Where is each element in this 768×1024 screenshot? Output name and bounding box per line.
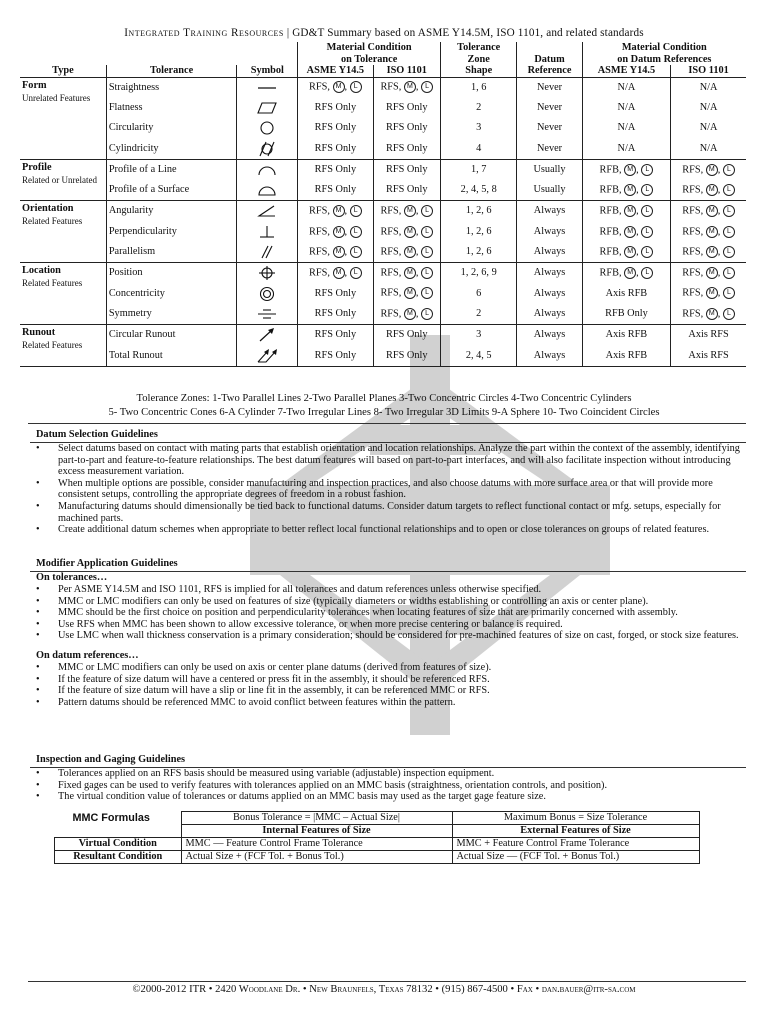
- asme-modifier: RFS Only: [298, 180, 373, 201]
- bullet-icon: •: [36, 696, 40, 708]
- mmc-modifier-icon: M: [706, 226, 718, 238]
- mmc-modifier-icon: M: [624, 184, 636, 196]
- virtual-condition-external: MMC + Feature Control Frame Tolerance: [452, 838, 699, 851]
- tolerance-name: Straightness: [106, 77, 237, 98]
- type-cell: [20, 201, 106, 263]
- mmc-modifier-icon: M: [706, 308, 718, 320]
- bullet-icon: •: [36, 595, 40, 607]
- asme-modifier: RFS, M , L: [298, 201, 373, 222]
- type-subtitle: Related or Unrelated: [22, 174, 97, 185]
- iso-ref-modifier: RFS, M , L: [671, 201, 746, 222]
- bullet-icon: •: [36, 584, 40, 595]
- bullet-item: [36, 791, 748, 803]
- lmc-modifier-icon: L: [723, 226, 735, 238]
- datum-reference: Never: [517, 118, 582, 138]
- type-subtitle: Related Features: [22, 278, 83, 289]
- datum-guidelines-title: Datum Selection Guidelines: [36, 429, 158, 440]
- external-features-header: External Features of Size: [452, 825, 699, 838]
- type-header: Type: [52, 65, 74, 76]
- asme-ref-modifier: RFB, M , L: [582, 201, 671, 222]
- symbol-cell: [237, 159, 298, 180]
- lmc-modifier-icon: L: [350, 81, 362, 93]
- iso-header: ISO 1101: [373, 65, 441, 77]
- straightness-icon: [256, 80, 278, 96]
- asme-ref-modifier: N/A: [582, 138, 671, 159]
- asme-ref-modifier: N/A: [582, 77, 671, 98]
- table-row: [20, 263, 746, 284]
- mmc-modifier-icon: M: [624, 246, 636, 258]
- tolerance-name: Cylindricity: [106, 138, 237, 159]
- iso-modifier: RFS Only: [373, 180, 441, 201]
- bullet-text: Manufacturing datums should dimensionally be tied back to functional datums. Consider datum targets to reflect functional contact or mfg. setups, especially for machined parts.: [58, 500, 721, 524]
- zone-shape: 1, 2, 6: [441, 222, 517, 242]
- subsection-title: On tolerances…: [36, 572, 108, 583]
- zone-shape: 1, 2, 6, 9: [441, 263, 517, 284]
- mc-ref-header: Material Condition on Datum References: [582, 42, 746, 65]
- lmc-modifier-icon: L: [723, 267, 735, 279]
- datum-reference: Usually: [517, 180, 582, 201]
- lmc-modifier-icon: L: [723, 246, 735, 258]
- mmc-modifier-icon: M: [333, 267, 345, 279]
- iso-ref-modifier: N/A: [671, 98, 746, 118]
- resultant-condition-label: Resultant Condition: [55, 851, 182, 864]
- cylindricity-icon: [256, 141, 278, 157]
- lmc-modifier-icon: L: [723, 184, 735, 196]
- asme-modifier: RFS Only: [298, 118, 373, 138]
- inspection-guidelines-title: Inspection and Gaging Guidelines: [36, 754, 186, 765]
- iso-ref-modifier: RFS, M , L: [671, 159, 746, 180]
- asme-ref-modifier: RFB Only: [582, 304, 671, 325]
- mmc-modifier-icon: M: [404, 287, 416, 299]
- profile-line-icon: [256, 162, 278, 178]
- mmc-formulas-title: MMC Formulas: [72, 811, 150, 824]
- zone-shape: 1, 7: [441, 159, 517, 180]
- datum-reference: Always: [517, 325, 582, 346]
- bullet-item: [36, 619, 748, 631]
- bullet-item: [36, 630, 748, 642]
- bullet-text: When multiple options are possible, consider manufacturing and inspection practices, and also choose datums with more surface area or that will provide more consistent setups, controlling the appropriate degrees of freedom in a robust fashion.: [58, 477, 713, 501]
- bullet-item: [36, 662, 748, 674]
- datum-reference: Usually: [517, 159, 582, 180]
- table-row: [20, 180, 746, 201]
- tolerance-name: Circularity: [106, 118, 237, 138]
- iso-ref-header: ISO 1101: [671, 65, 746, 77]
- asme-header: ASME Y14.5: [298, 65, 373, 77]
- datum-reference: Always: [517, 304, 582, 325]
- datum-reference: Always: [517, 345, 582, 366]
- lmc-modifier-icon: L: [641, 246, 653, 258]
- zone-shape: 2, 4, 5: [441, 345, 517, 366]
- bullet-item: [36, 607, 748, 619]
- bullet-item: [36, 524, 748, 536]
- type-subtitle: Related Features: [22, 340, 83, 351]
- symbol-cell: [237, 242, 298, 263]
- bullet-icon: •: [36, 685, 40, 697]
- virtual-condition-internal: MMC — Feature Control Frame Tolerance: [181, 838, 452, 851]
- iso-modifier: RFS, M , L: [373, 77, 441, 98]
- perpendicularity-icon: [256, 224, 278, 240]
- asme-modifier: RFS Only: [298, 345, 373, 366]
- bullet-icon: •: [36, 768, 40, 779]
- asme-ref-modifier: RFB, M , L: [582, 242, 671, 263]
- iso-modifier: RFS Only: [373, 118, 441, 138]
- asme-modifier: RFS Only: [298, 138, 373, 159]
- type-subtitle: Unrelated Features: [22, 92, 91, 103]
- symbol-header: Symbol: [237, 65, 298, 77]
- tolerance-name: Position: [106, 263, 237, 284]
- symbol-cell: [237, 325, 298, 346]
- mmc-modifier-icon: M: [706, 184, 718, 196]
- lmc-modifier-icon: L: [421, 226, 433, 238]
- table-row: [20, 304, 746, 325]
- bullet-text: MMC or LMC modifiers can only be used on axis or center plane datums (derived from features of size).: [58, 661, 492, 673]
- symbol-cell: [237, 263, 298, 284]
- inspection-guidelines-list: [36, 768, 748, 803]
- bullet-text: The virtual condition value of tolerances or datums applied on an MMC basis may used as the target gage feature size.: [58, 791, 546, 803]
- symbol-cell: [237, 138, 298, 159]
- table-row: [20, 138, 746, 159]
- datum-header: Datum Reference: [517, 42, 582, 77]
- mmc-modifier-icon: M: [624, 164, 636, 176]
- zone-shape: 6: [441, 283, 517, 303]
- table-row: [20, 242, 746, 263]
- lmc-modifier-icon: L: [350, 267, 362, 279]
- zone-shape: 2: [441, 98, 517, 118]
- mmc-modifier-icon: M: [333, 205, 345, 217]
- bullet-text: Create additional datum schemes when appropriate to better reflect local functional relationships and to open or close tolerances on groups of related features.: [58, 524, 710, 536]
- table-row: [20, 325, 746, 346]
- tolerance-name: Total Runout: [106, 345, 237, 366]
- mmc-modifier-icon: M: [706, 267, 718, 279]
- flatness-icon: [256, 100, 278, 116]
- mmc-modifier-icon: M: [706, 246, 718, 258]
- zone-shape: 2, 4, 5, 8: [441, 180, 517, 201]
- asme-modifier: RFS, M , L: [298, 77, 373, 98]
- iso-ref-modifier: RFS, M , L: [671, 283, 746, 303]
- zone-header: Tolerance Zone Shape: [441, 42, 517, 77]
- concentricity-icon: [256, 286, 278, 302]
- iso-ref-modifier: RFS, M , L: [671, 222, 746, 242]
- modifier-guidelines-title: Modifier Application Guidelines: [36, 558, 178, 569]
- iso-ref-modifier: N/A: [671, 118, 746, 138]
- brand-name: Integrated Training Resources: [124, 27, 284, 39]
- iso-ref-modifier: RFS, M , L: [671, 304, 746, 325]
- bullet-item: [36, 501, 748, 524]
- tolerance-name: Parallelism: [106, 242, 237, 263]
- circularity-icon: [256, 120, 278, 136]
- resultant-condition-internal: Actual Size + (FCF Tol. + Bonus Tol.): [181, 851, 452, 864]
- mmc-modifier-icon: M: [624, 226, 636, 238]
- symbol-cell: [237, 345, 298, 366]
- total-runout-icon: [256, 348, 278, 364]
- lmc-modifier-icon: L: [350, 226, 362, 238]
- table-row: [20, 222, 746, 242]
- zone-shape: 3: [441, 118, 517, 138]
- symmetry-icon: [256, 306, 278, 322]
- asme-modifier: RFS Only: [298, 159, 373, 180]
- iso-modifier: RFS, M , L: [373, 263, 441, 284]
- mmc-modifier-icon: M: [404, 205, 416, 217]
- tolerance-name: Profile of a Surface: [106, 180, 237, 201]
- type-cell: [20, 77, 106, 159]
- datum-reference: Never: [517, 138, 582, 159]
- bullet-item: [36, 478, 748, 501]
- symbol-cell: [237, 283, 298, 303]
- zone-shape: 1, 6: [441, 77, 517, 98]
- zone-shape: 3: [441, 325, 517, 346]
- bullet-icon: •: [36, 477, 40, 489]
- modifier-guidelines-list: [36, 572, 748, 708]
- lmc-modifier-icon: L: [421, 81, 433, 93]
- bullet-text: Pattern datums should be referenced MMC to avoid conflict between features within the pattern.: [58, 696, 456, 708]
- lmc-modifier-icon: L: [350, 246, 362, 258]
- bullet-text: If the feature of size datum will have a centered or press fit in the assembly, it should be referenced RFS.: [58, 673, 490, 685]
- mmc-modifier-icon: M: [404, 246, 416, 258]
- mmc-modifier-icon: M: [706, 287, 718, 299]
- bullet-icon: •: [36, 500, 40, 512]
- gdt-summary-table: [20, 42, 746, 367]
- bullet-icon: •: [36, 673, 40, 685]
- table-row: [20, 159, 746, 180]
- lmc-modifier-icon: L: [641, 226, 653, 238]
- iso-modifier: RFS, M , L: [373, 283, 441, 303]
- iso-ref-modifier: N/A: [671, 138, 746, 159]
- tolerance-zones-line-1: Tolerance Zones: 1-Two Parallel Lines 2-Two Parallel Planes 3-Two Concentric Circles 4-Two Concentric Cylinders: [136, 393, 632, 404]
- tolerance-name: Circular Runout: [106, 325, 237, 346]
- symbol-cell: [237, 222, 298, 242]
- type-name: Profile: [22, 161, 52, 173]
- lmc-modifier-icon: L: [641, 184, 653, 196]
- lmc-modifier-icon: L: [421, 308, 433, 320]
- bullet-text: Per ASME Y14.5M and ISO 1101, RFS is implied for all tolerances and datum references unless otherwise specified.: [58, 584, 542, 595]
- zone-shape: 1, 2, 6: [441, 242, 517, 263]
- bullet-icon: •: [36, 443, 40, 454]
- bullet-text: Fixed gages can be used to verify features with tolerances applied on an MMC basis (straightness, orientation controls, and position).: [58, 779, 608, 791]
- table-row: [20, 201, 746, 222]
- iso-ref-modifier: N/A: [671, 77, 746, 98]
- bullet-text: MMC or LMC modifiers can only be used on features of size (typically diameters or widths establishing or controlling an axis or center plane).: [58, 595, 649, 607]
- iso-ref-modifier: RFS, M , L: [671, 180, 746, 201]
- mmc-modifier-icon: M: [624, 205, 636, 217]
- lmc-modifier-icon: L: [641, 205, 653, 217]
- bullet-item: [36, 697, 748, 709]
- lmc-modifier-icon: L: [421, 287, 433, 299]
- bullet-icon: •: [36, 524, 40, 536]
- asme-ref-modifier: N/A: [582, 118, 671, 138]
- bullet-item: [36, 584, 748, 596]
- header-separator: |: [286, 27, 290, 39]
- datum-reference: Always: [517, 283, 582, 303]
- footer-divider: [28, 981, 746, 982]
- mmc-modifier-icon: M: [706, 205, 718, 217]
- lmc-modifier-icon: L: [723, 287, 735, 299]
- tolerance-zones-line-2: 5- Two Concentric Cones 6-A Cylinder 7-Two Irregular Lines 8- Two Irregular 3D Limits 9-A Sphere 10- Two Coincident Circles: [108, 407, 660, 418]
- bullet-item: [36, 674, 748, 686]
- asme-ref-header: ASME Y14.5: [582, 65, 671, 77]
- iso-modifier: RFS Only: [373, 159, 441, 180]
- asme-ref-modifier: RFB, M , L: [582, 159, 671, 180]
- asme-ref-modifier: RFB, M , L: [582, 180, 671, 201]
- table-row: [20, 345, 746, 366]
- angularity-icon: [256, 203, 278, 219]
- type-name: Form: [22, 79, 47, 91]
- iso-modifier: RFS, M , L: [373, 222, 441, 242]
- mmc-modifier-icon: M: [333, 226, 345, 238]
- asme-modifier: RFS Only: [298, 325, 373, 346]
- iso-ref-modifier: RFS, M , L: [671, 242, 746, 263]
- lmc-modifier-icon: L: [641, 267, 653, 279]
- tolerance-name: Flatness: [106, 98, 237, 118]
- bullet-icon: •: [36, 630, 40, 642]
- mmc-modifier-icon: M: [404, 308, 416, 320]
- circular-runout-icon: [256, 327, 278, 343]
- symbol-cell: [237, 201, 298, 222]
- tolerance-name: Concentricity: [106, 283, 237, 303]
- lmc-modifier-icon: L: [421, 246, 433, 258]
- tolerance-name: Profile of a Line: [106, 159, 237, 180]
- bonus-tolerance-formula: Bonus Tolerance = |MMC – Actual Size|: [181, 812, 452, 825]
- lmc-modifier-icon: L: [723, 205, 735, 217]
- bullet-item: [36, 768, 748, 780]
- resultant-condition-external: Actual Size — (FCF Tol. + Bonus Tol.): [452, 851, 699, 864]
- iso-ref-modifier: Axis RFS: [671, 325, 746, 346]
- mmc-modifier-icon: M: [333, 246, 345, 258]
- bullet-item: [36, 443, 748, 478]
- page-header: [0, 27, 768, 39]
- type-subtitle: Related Features: [22, 216, 83, 227]
- symbol-cell: [237, 118, 298, 138]
- symbol-cell: [237, 304, 298, 325]
- bullet-text: If the feature of size datum will have a slip or line fit in the assembly, it can be referenced MMC or RFS.: [58, 685, 490, 697]
- tolerance-header: Tolerance: [106, 65, 237, 77]
- mmc-modifier-icon: M: [624, 267, 636, 279]
- asme-ref-modifier: RFB, M , L: [582, 222, 671, 242]
- datum-reference: Always: [517, 263, 582, 284]
- bullet-item: [36, 780, 748, 792]
- type-name: Location: [22, 265, 61, 277]
- tolerance-name: Perpendicularity: [106, 222, 237, 242]
- lmc-modifier-icon: L: [421, 267, 433, 279]
- internal-features-header: Internal Features of Size: [181, 825, 452, 838]
- asme-modifier: RFS, M , L: [298, 263, 373, 284]
- bullet-text: MMC should be the first choice on position and perpendicularity tolerances when locating features of size that are primarily concerned with assembly.: [58, 607, 678, 619]
- lmc-modifier-icon: L: [421, 205, 433, 217]
- bullet-item: [36, 596, 748, 608]
- tolerance-name: Symmetry: [106, 304, 237, 325]
- asme-modifier: RFS, M , L: [298, 242, 373, 263]
- type-cell: [20, 325, 106, 367]
- bullet-text: Use LMC when wall thickness conservation is a primary consideration; should be considered for pre-machined features of size on cast, forged, or stock size features.: [58, 630, 739, 642]
- iso-modifier: RFS, M , L: [373, 201, 441, 222]
- mmc-modifier-icon: M: [404, 226, 416, 238]
- page-footer: ©2000-2012 ITR • 2420 Woodlane Dr. • New Braunfels, Texas 78132 • (915) 867-4500 • Fax • dan.bauer@itr-sa.com: [132, 984, 636, 995]
- mmc-modifier-icon: M: [333, 81, 345, 93]
- datum-reference: Never: [517, 77, 582, 98]
- asme-ref-modifier: RFB, M , L: [582, 263, 671, 284]
- bullet-item: [36, 685, 748, 697]
- lmc-modifier-icon: L: [723, 164, 735, 176]
- mmc-modifier-icon: M: [706, 164, 718, 176]
- bullet-text: Tolerances applied on an RFS basis should be measured using variable (adjustable) inspection equipment.: [58, 768, 495, 779]
- zone-shape: 2: [441, 304, 517, 325]
- table-row: [20, 118, 746, 138]
- symbol-cell: [237, 98, 298, 118]
- datum-reference: Always: [517, 242, 582, 263]
- position-icon: [256, 265, 278, 281]
- iso-ref-modifier: RFS, M , L: [671, 263, 746, 284]
- bullet-icon: •: [36, 661, 40, 673]
- iso-modifier: RFS Only: [373, 138, 441, 159]
- iso-ref-modifier: Axis RFS: [671, 345, 746, 366]
- zone-shape: 1, 2, 6: [441, 201, 517, 222]
- mc-tolerance-header: Material Condition on Tolerance: [298, 42, 441, 65]
- table-row: [20, 283, 746, 303]
- symbol-cell: [237, 180, 298, 201]
- asme-modifier: RFS Only: [298, 283, 373, 303]
- asme-ref-modifier: Axis RFB: [582, 345, 671, 366]
- subsection-title: On datum references…: [36, 649, 139, 661]
- datum-guidelines-list: [36, 443, 748, 536]
- iso-modifier: RFS Only: [373, 98, 441, 118]
- datum-reference: Always: [517, 201, 582, 222]
- datum-reference: Never: [517, 98, 582, 118]
- iso-modifier: RFS Only: [373, 325, 441, 346]
- asme-modifier: RFS, M , L: [298, 222, 373, 242]
- lmc-modifier-icon: L: [723, 308, 735, 320]
- iso-modifier: RFS, M , L: [373, 242, 441, 263]
- lmc-modifier-icon: L: [641, 164, 653, 176]
- iso-modifier: RFS, M , L: [373, 304, 441, 325]
- mmc-formulas-table: [54, 811, 700, 864]
- parallelism-icon: [256, 244, 278, 260]
- tolerance-name: Angularity: [106, 201, 237, 222]
- asme-modifier: RFS Only: [298, 98, 373, 118]
- profile-surface-icon: [256, 182, 278, 198]
- type-cell: [20, 159, 106, 201]
- type-cell: [20, 263, 106, 325]
- asme-ref-modifier: Axis RFB: [582, 325, 671, 346]
- bullet-text: Use RFS when MMC has been shown to allow excessive tolerance, or when more precise centering or balance is required.: [58, 618, 563, 630]
- bullet-icon: •: [36, 791, 40, 803]
- asme-ref-modifier: Axis RFB: [582, 283, 671, 303]
- asme-modifier: RFS Only: [298, 304, 373, 325]
- bullet-text: Select datums based on contact with mating parts that establish orientation and location relationships. Analyze the part within the context of the assembly, identifying part-to-part and feature-to-feature relationships. The best datum features will based on part-to-part interfaces, and will also facilitate inspection without introducing excess measurement variation.: [58, 443, 740, 478]
- datum-reference: Always: [517, 222, 582, 242]
- zone-shape: 4: [441, 138, 517, 159]
- mmc-modifier-icon: M: [404, 267, 416, 279]
- type-name: Orientation: [22, 203, 74, 215]
- virtual-condition-label: Virtual Condition: [55, 838, 182, 851]
- table-row: [20, 98, 746, 118]
- asme-ref-modifier: N/A: [582, 98, 671, 118]
- divider: [28, 423, 746, 424]
- header-title: GD&T Summary based on ASME Y14.5M, ISO 1101, and related standards: [292, 27, 644, 39]
- table-row: [20, 77, 746, 98]
- bullet-icon: •: [36, 779, 40, 791]
- lmc-modifier-icon: L: [350, 205, 362, 217]
- mmc-modifier-icon: M: [404, 81, 416, 93]
- symbol-cell: [237, 77, 298, 98]
- bullet-icon: •: [36, 618, 40, 630]
- iso-modifier: RFS Only: [373, 345, 441, 366]
- bullet-icon: •: [36, 607, 40, 619]
- max-bonus-formula: Maximum Bonus = Size Tolerance: [452, 812, 699, 825]
- type-name: Runout: [22, 327, 56, 339]
